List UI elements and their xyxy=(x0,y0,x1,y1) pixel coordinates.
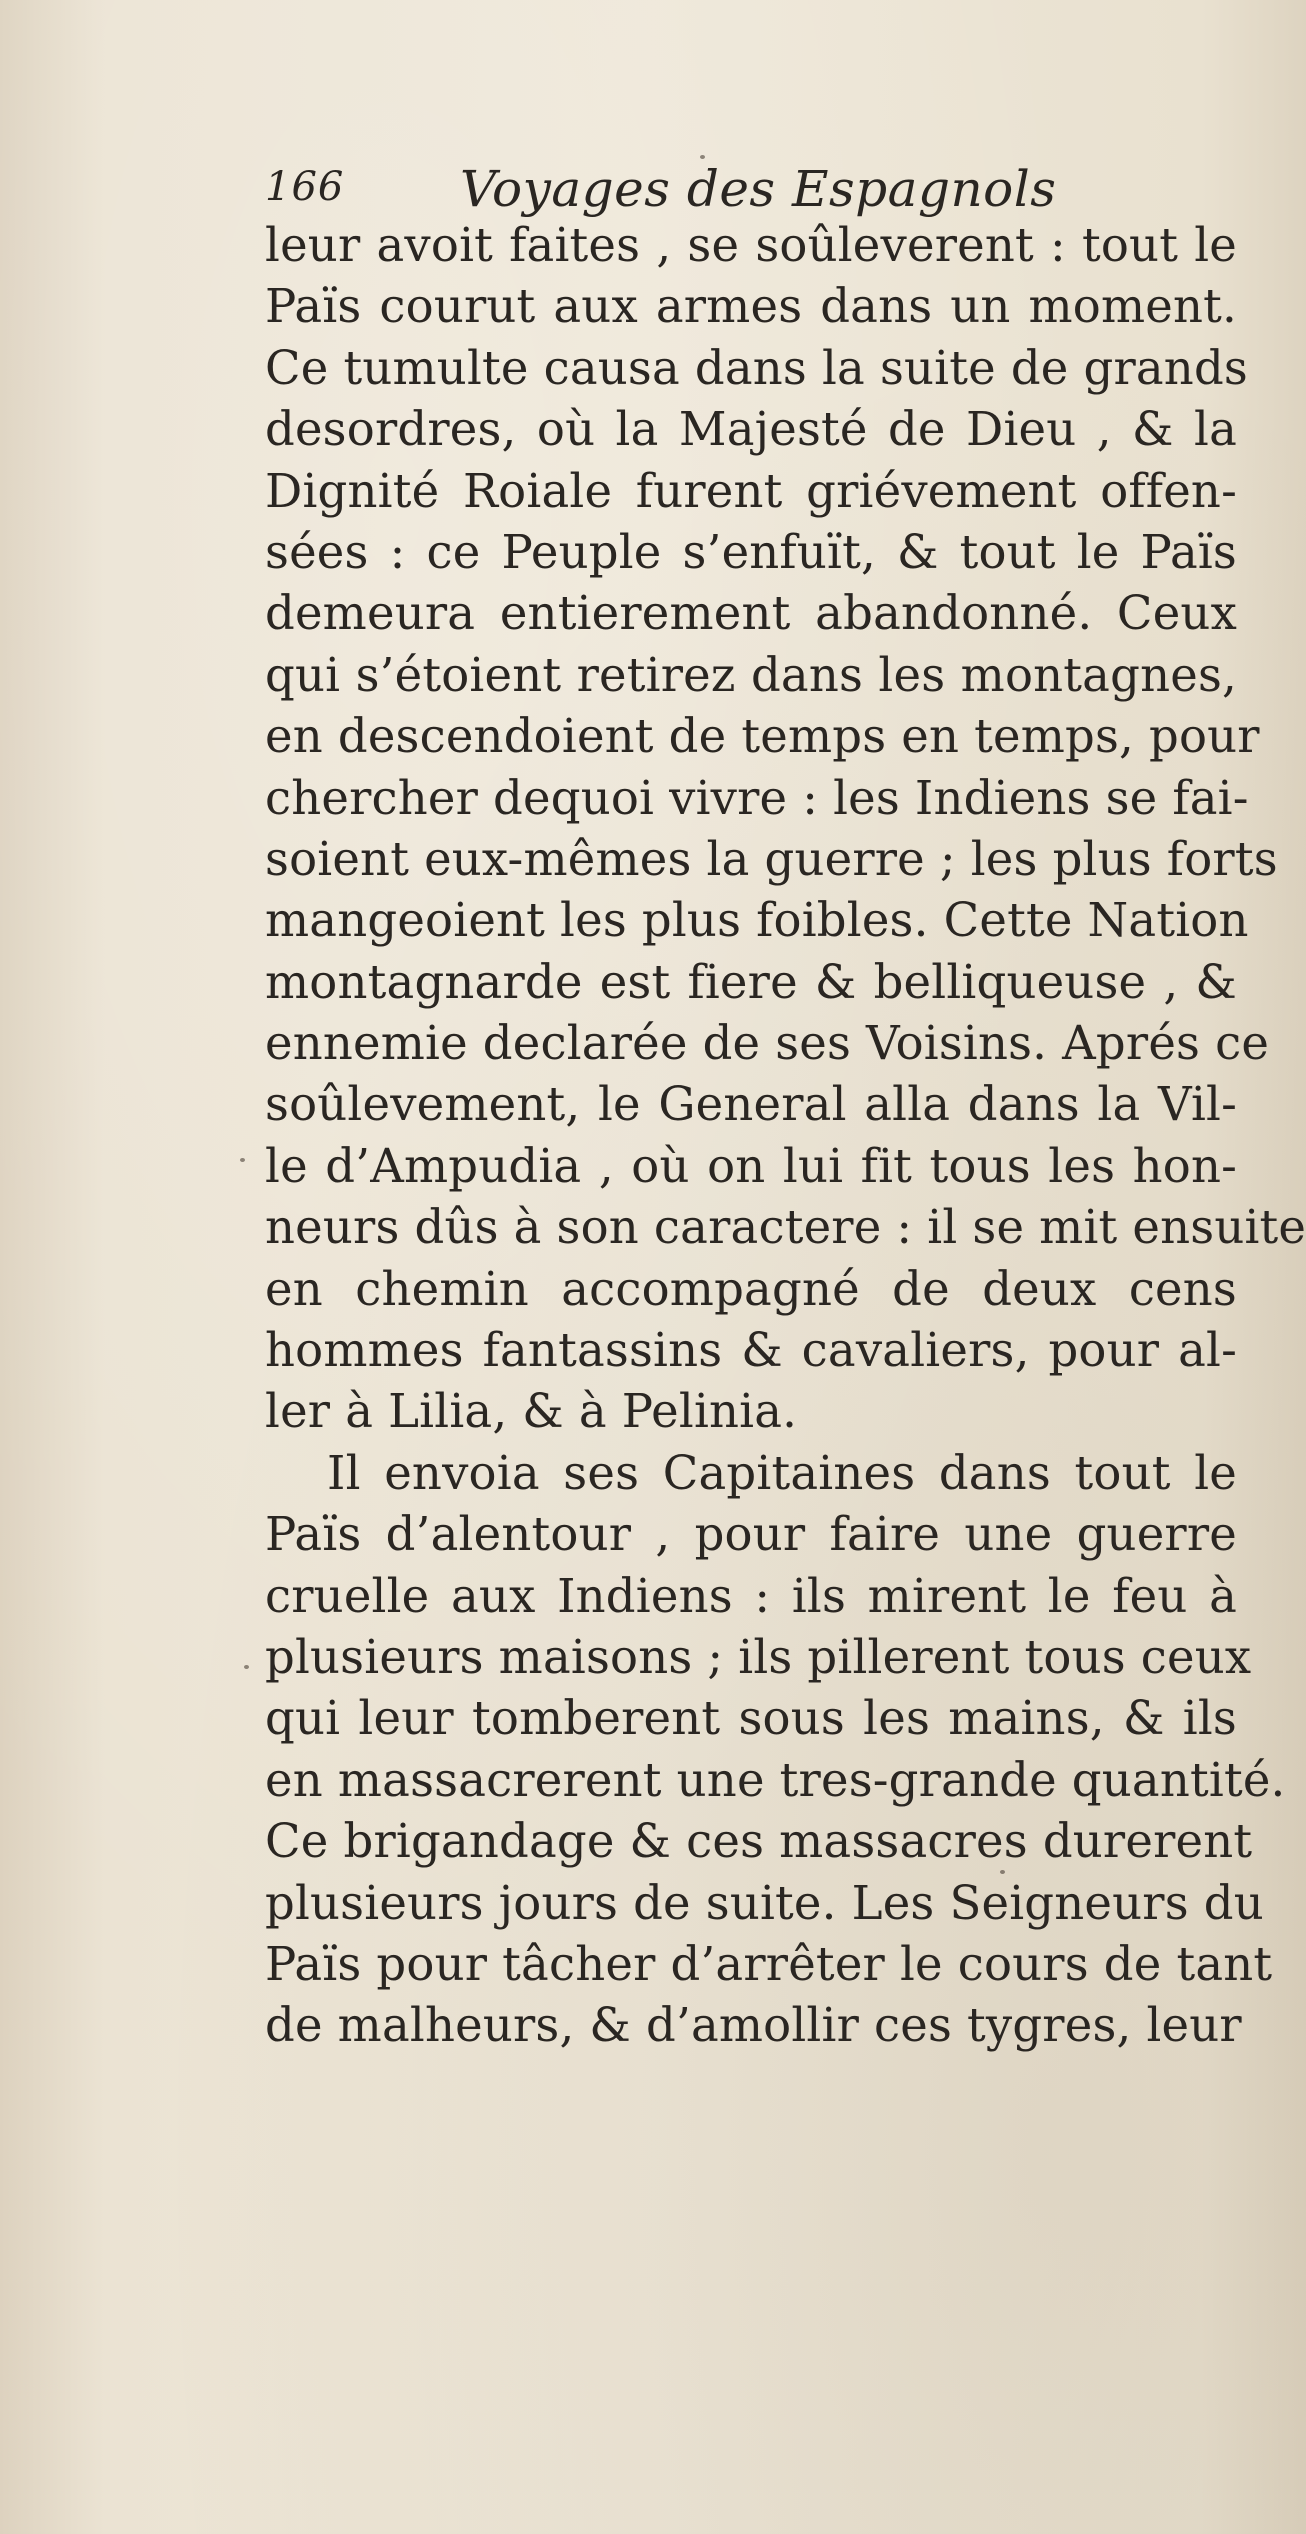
text-line: ler à Lilia, & à Pelinia. xyxy=(265,1384,798,1439)
text-line: leur avoit faites , se soûleverent : tout le xyxy=(265,218,1237,272)
text-line: montagnarde est fiere & belliqueuse , & xyxy=(265,954,1237,1009)
text-line: soûlevement, le General alla dans la Vil- xyxy=(265,1077,1237,1132)
text-line: Dignité Roiale furent griévement offen- xyxy=(265,463,1237,518)
text-line: Païs courut aux armes dans un moment. xyxy=(265,279,1237,334)
text-line: soient eux-mêmes la guerre ; les plus forts xyxy=(265,831,1278,886)
page-number: 166 xyxy=(265,164,345,210)
text-line: chercher dequoi vivre : les Indiens se fai- xyxy=(265,770,1249,825)
body-text xyxy=(265,215,1306,2057)
text-line: en massacrerent une tres-grande quantité. xyxy=(265,1752,1286,1807)
text-line: hommes fantassins & cavaliers, pour al- xyxy=(265,1323,1237,1378)
text-line: en descendoient de temps en temps, pour xyxy=(265,709,1260,764)
text-line: ennemie declarée de ses Voisins. Aprés ce xyxy=(265,1016,1270,1071)
text-line: desordres, où la Majesté de Dieu , & la xyxy=(265,402,1237,457)
paper-speck xyxy=(240,1158,245,1162)
paper-speck xyxy=(244,1665,249,1669)
paragraph-start-line: Il envoia ses Capitaines dans tout le xyxy=(327,1445,1237,1500)
text-line: de malheurs, & d’amollir ces tygres, leur xyxy=(265,1998,1242,2053)
text-line: Ce tumulte causa dans la suite de grands xyxy=(265,340,1248,395)
text-line: neurs dûs à son caractere : il se mit ensuite xyxy=(265,1200,1306,1255)
text-line: le d’Ampudia , où on lui fit tous les hon- xyxy=(265,1138,1237,1193)
text-line: Ce brigandage & ces massacres durerent xyxy=(265,1814,1253,1869)
running-head: Voyages des Espagnols xyxy=(460,160,1057,218)
text-line: qui leur tomberent sous les mains, & ils xyxy=(265,1691,1237,1746)
text-line: Païs pour tâcher d’arrêter le cours de tant xyxy=(265,1936,1273,1991)
paper-speck xyxy=(700,155,705,159)
text-line: mangeoient les plus foibles. Cette Nation xyxy=(265,893,1249,948)
text-line: Païs d’alentour , pour faire une guerre xyxy=(265,1507,1237,1562)
text-line: demeura entierement abandonné. Ceux xyxy=(265,586,1237,641)
text-line: sées : ce Peuple s’enfuït, & tout le Païs xyxy=(265,524,1237,579)
text-line: en chemin accompagné de deux cens xyxy=(265,1261,1237,1316)
text-line: qui s’étoient retirez dans les montagnes, xyxy=(265,647,1237,702)
text-line: plusieurs jours de suite. Les Seigneurs du xyxy=(265,1875,1264,1930)
text-line: cruelle aux Indiens : ils mirent le feu à xyxy=(265,1568,1237,1623)
text-line: plusieurs maisons ; ils pillerent tous ceux xyxy=(265,1629,1252,1684)
paper-speck xyxy=(1000,1870,1005,1874)
